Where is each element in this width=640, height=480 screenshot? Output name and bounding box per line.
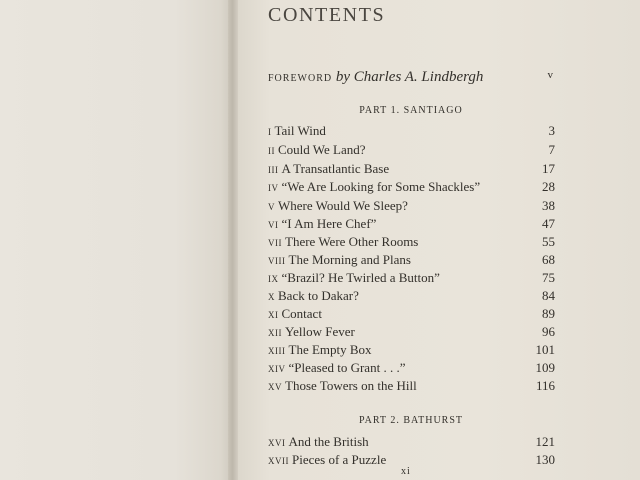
chapter-title: Those Towers on the Hill — [285, 378, 417, 393]
chapter-number: XI — [268, 310, 279, 320]
toc-row — [268, 160, 555, 178]
toc-row — [268, 323, 555, 341]
chapter-page: 84 — [542, 288, 555, 303]
toc-row — [268, 451, 555, 469]
toc-row — [268, 178, 555, 196]
chapter-title: Where Would We Sleep? — [278, 198, 408, 213]
toc-row — [268, 287, 555, 305]
chapter-number: XV — [268, 382, 282, 392]
chapter-page: 17 — [542, 161, 555, 176]
page-folio: xi — [401, 466, 411, 477]
chapter-number: XVII — [268, 456, 289, 466]
chapter-title: Contact — [281, 306, 322, 321]
chapter-title: Could We Land? — [278, 142, 366, 157]
chapter-number: XIV — [268, 364, 286, 374]
chapter-title: “Brazil? He Twirled a Button” — [281, 270, 440, 285]
chapter-page: 68 — [542, 252, 555, 267]
toc-row — [268, 215, 555, 233]
chapter-page: 38 — [542, 198, 555, 213]
chapter-page: 47 — [542, 216, 555, 231]
chapter-number: XVI — [268, 438, 286, 448]
chapter-page: 109 — [535, 360, 555, 375]
chapter-title: A Transatlantic Base — [281, 161, 390, 176]
chapter-number: IX — [268, 274, 279, 284]
toc-row — [268, 197, 555, 215]
chapter-page: 116 — [535, 378, 555, 393]
chapter-number: IV — [268, 183, 279, 193]
chapter-number: I — [268, 127, 272, 137]
toc-row — [268, 359, 555, 377]
chapter-page: 96 — [542, 324, 555, 339]
chapter-page: 101 — [535, 342, 555, 357]
chapter-page: 75 — [542, 270, 555, 285]
chapter-title: And the British — [288, 434, 369, 449]
toc-row — [268, 141, 555, 159]
toc-row — [268, 377, 555, 395]
part-heading-1: PART 1. SANTIAGO — [359, 105, 463, 116]
page-title: CONTENTS — [268, 4, 386, 26]
chapter-number: II — [268, 146, 275, 156]
foreword-label: FOREWORD — [268, 73, 333, 84]
chapter-title: Yellow Fever — [285, 324, 355, 339]
chapter-number: V — [268, 202, 275, 212]
chapter-number: XIII — [268, 346, 286, 356]
chapter-page: 28 — [542, 179, 555, 194]
toc-row — [268, 233, 555, 251]
chapter-page: 7 — [548, 142, 555, 157]
chapter-number: VI — [268, 220, 279, 230]
chapter-title: The Empty Box — [288, 342, 372, 357]
chapter-number: VII — [268, 238, 282, 248]
chapter-title: “We Are Looking for Some Shackles” — [281, 179, 481, 194]
chapter-title: There Were Other Rooms — [285, 234, 419, 249]
chapter-page: 3 — [548, 123, 555, 138]
chapter-title: Back to Dakar? — [278, 288, 359, 303]
left-page — [0, 0, 232, 480]
toc-row — [268, 341, 555, 359]
toc-row — [268, 433, 555, 451]
chapter-title: The Morning and Plans — [288, 252, 411, 267]
chapter-page: 130 — [535, 452, 555, 467]
chapter-page: 121 — [535, 434, 555, 449]
toc-row — [268, 251, 555, 269]
part-heading-2: PART 2. BATHURST — [358, 415, 464, 426]
chapter-title: “I Am Here Chef” — [281, 216, 377, 231]
toc-row — [268, 269, 555, 287]
chapter-page: 89 — [542, 306, 555, 321]
chapter-page: 55 — [542, 234, 555, 249]
chapter-title: Tail Wind — [274, 123, 326, 138]
chapter-number: III — [268, 165, 279, 175]
foreword-entry — [268, 69, 558, 86]
chapter-number: X — [268, 292, 275, 302]
chapter-number: XII — [268, 328, 282, 338]
foreword-author: by Charles A. Lindbergh — [335, 69, 484, 85]
chapter-title: “Pleased to Grant . . .” — [288, 360, 406, 375]
book-gutter — [228, 0, 238, 480]
toc-row — [268, 122, 555, 140]
toc-row — [268, 305, 555, 323]
chapter-title: Pieces of a Puzzle — [292, 452, 387, 467]
chapter-number: VIII — [268, 256, 286, 266]
foreword-page: v — [547, 69, 554, 81]
